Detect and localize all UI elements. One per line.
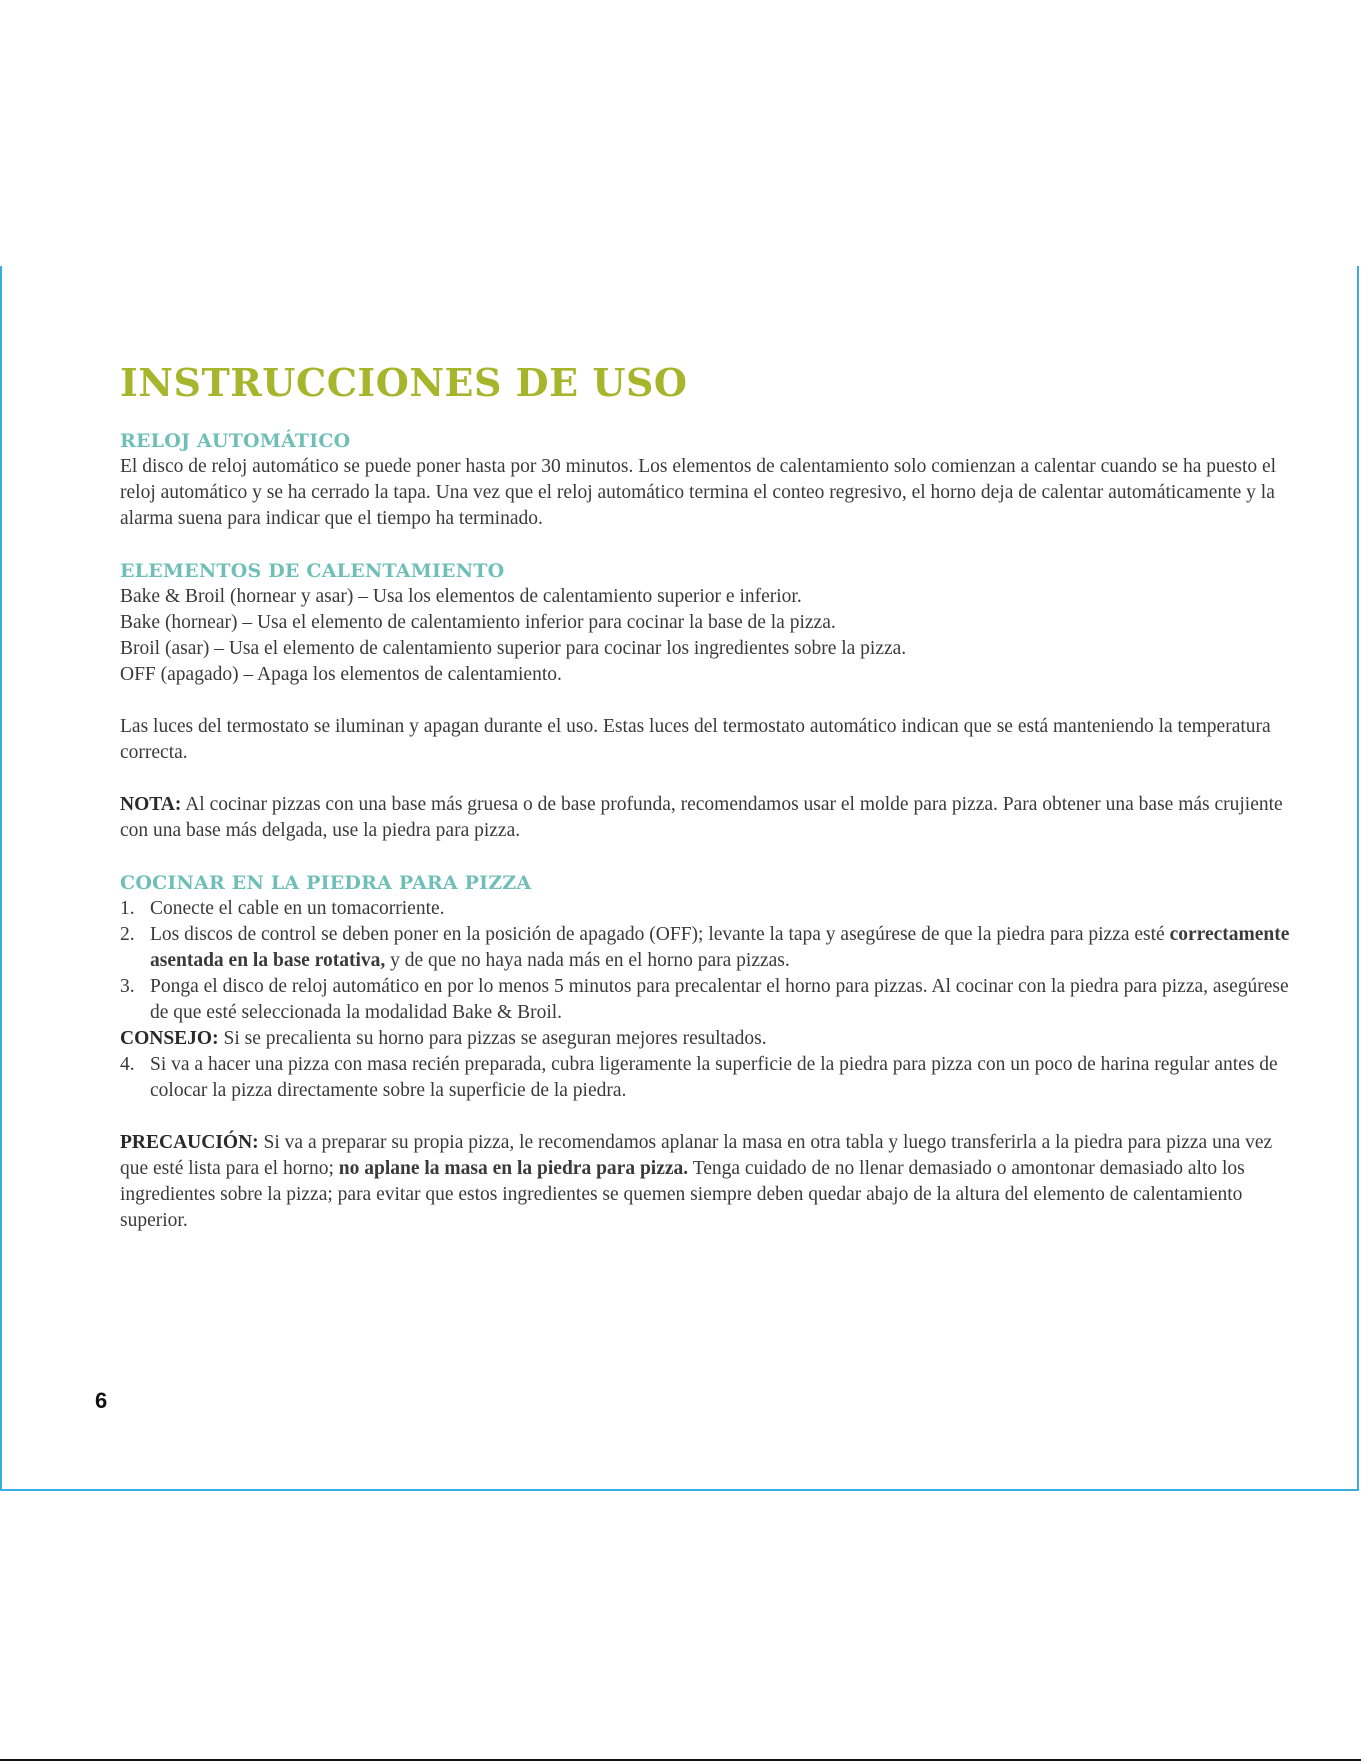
elementos-line: Bake & Broil (hornear y asar) – Usa los elementos de calentamiento superior e inferior. (120, 585, 802, 607)
step-number: 3. (120, 975, 135, 997)
section-heading-piedra: COCINAR EN LA PIEDRA PARA PIZZA (120, 871, 532, 894)
reloj-paragraph: El disco de reloj automático se puede poner hasta por 30 minutos. Los elementos de calentamiento solo comienzan a calentar cuando se ha puesto el reloj automático y se ha cerrado la tapa. Una vez que el reloj automático termina el conteo regresivo, el horno deja de calentar automáticamente y la alarma suena para indicar que el tiempo ha terminado. (120, 455, 1277, 529)
step-number: 4. (120, 1053, 135, 1075)
elementos-line: OFF (apagado) – Apaga los elementos de calentamiento. (120, 663, 562, 685)
precaucion-text: Tenga cuidado de no llenar demasiado o amontonar demasiado alto los ingredientes sobre la pizza; para evitar que estos ingredientes se quemen siempre deben quedar abajo de la altura del elemento de calentamiento superior. (120, 1157, 1245, 1231)
page-title: INSTRUCCIONES DE USO (120, 360, 688, 405)
steps-list (120, 1052, 1295, 1104)
precaucion-text: Si va a preparar su propia pizza, le recomendamos aplanar la masa en otra tabla y luego transferirla a la piedra para pizza una vez que esté lista para el horno; (120, 1131, 1273, 1179)
nota-paragraph (120, 792, 1295, 844)
elementos-line: Broil (asar) – Usa el elemento de calentamiento superior para cocinar los ingredientes sobre la pizza. (120, 637, 907, 659)
steps-list (120, 896, 1295, 1026)
section-heading-reloj: RELOJ AUTOMÁTICO (120, 429, 351, 452)
list-item (120, 974, 1295, 1026)
nota-text: Al cocinar pizzas con una base más gruesa o de base profunda, recomendamos usar el molde para pizza. Para obtener una base más crujiente con una base más delgada, use la piedra para pizza. (120, 793, 1283, 841)
step-text: Ponga el disco de reloj automático en por lo menos 5 minutos para precalentar el horno para pizzas. Al cocinar con la piedra para pizza, asegúrese de que esté seleccionada la modalidad Bake & Broil. (150, 975, 1289, 1023)
elementos-line: Bake (hornear) – Usa el elemento de calentamiento inferior para cocinar la base de la pizza. (120, 611, 836, 633)
list-item (120, 1052, 1295, 1104)
page-content (120, 360, 1295, 1234)
step-text: Si va a hacer una pizza con masa recién preparada, cubra ligeramente la superficie de la piedra para pizza con un poco de harina regular antes de colocar la pizza directamente sobre la superficie de la piedra. (150, 1053, 1278, 1101)
page-number: 6 (95, 1388, 108, 1413)
step-text: Los discos de control se deben poner en la posición de apagado (OFF); levante la tapa y asegúrese de que la piedra para pizza esté (150, 923, 1170, 945)
step-text: y de que no haya nada más en el horno para pizzas. (385, 949, 790, 971)
step-number: 1. (120, 897, 135, 919)
precaucion-bold-text: no aplane la masa en la piedra para pizza. (338, 1157, 689, 1179)
consejo-text: Si se precalienta su horno para pizzas se aseguran mejores resultados. (218, 1027, 767, 1049)
section-heading-elementos: ELEMENTOS DE CALENTAMIENTO (120, 559, 505, 582)
precaucion-label: PRECAUCIÓN: (120, 1131, 259, 1153)
step-text: Conecte el cable en un tomacorriente. (150, 897, 445, 919)
precaucion-paragraph (120, 1130, 1295, 1234)
step-number: 2. (120, 923, 135, 945)
list-item (120, 922, 1295, 974)
consejo-paragraph (120, 1026, 1295, 1052)
step-bold-text: correctamente asentada en la base rotativa, (150, 923, 1290, 971)
consejo-label: CONSEJO: (120, 1027, 219, 1049)
list-item (120, 896, 1295, 922)
thermostat-paragraph: Las luces del termostato se iluminan y apagan durante el uso. Estas luces del termostato automático indican que se está manteniendo la temperatura correcta. (120, 715, 1271, 763)
nota-label: NOTA: (120, 793, 182, 815)
